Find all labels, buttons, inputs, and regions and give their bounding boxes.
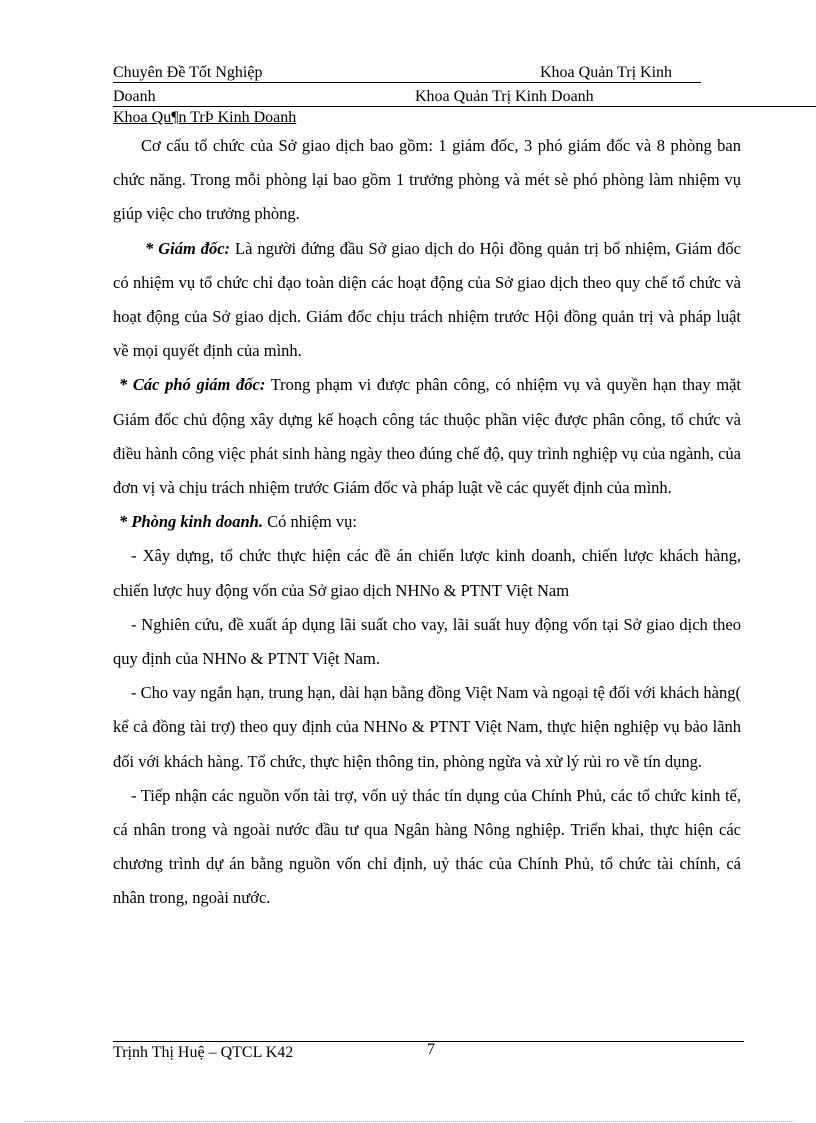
deputy-directors-heading: * Các phó giám đốc: — [119, 375, 266, 395]
header-rule-1 — [113, 82, 701, 83]
page-number: 7 — [427, 1041, 435, 1058]
business-dept-text: Có nhiệm vụ: — [262, 512, 357, 532]
list-item: - Nghiên cứu, đề xuất áp dụng lãi suất cho vay, lãi suất huy động vốn tại Sở giao dịch theo quy định của NHNo & PTNT Việt Nam. — [113, 614, 741, 669]
business-dept-heading: * Phòng kinh doanh. — [119, 512, 263, 532]
director-text: Là người đứng đầu Sở giao dịch do Hội đồng quản trị bổ nhiệm, Giám đốc có nhiệm vụ tổ chức chỉ đạo toàn diện các hoạt động của Sở giao dịch theo quy chế tổ chức và hoạt động của Sở giao dịch. Giám đốc chịu trách nhiệm trước Hội đồng quản trị và pháp luật về mọi quyết định của mình. — [113, 238, 741, 361]
paragraph-business-dept — [113, 505, 741, 539]
paragraph-deputy-directors — [113, 368, 741, 505]
list-item: - Cho vay ngắn hạn, trung hạn, dài hạn bằng đồng Việt Nam và ngoại tệ đối với khách hàng( kể cả đồng tài trợ) theo quy định của NHNo & PTNT Việt Nam, thực hiện nghiệp vụ bảo lãnh đối với khách hàng. Tổ chức, thực hiện thông tin, phòng ngừa và xử lý rủi ro về tín dụng. — [113, 683, 741, 771]
header-faculty-continuation: Doanh — [113, 88, 156, 105]
header-course-title: Chuyên Đề Tốt Nghiệp — [113, 64, 263, 81]
header-faculty-name: Khoa Quản Trị Kinh — [540, 64, 673, 81]
footer-author: Trịnh Thị Huệ – QTCL K42 — [113, 1044, 294, 1061]
page-bottom-divider — [24, 1121, 794, 1122]
list-item: - Xây dựng, tổ chức thực hiện các đề án chiến lược kinh doanh, chiến lược khách hàng, chiến lược huy động vốn của Sở giao dịch NHNo & PTNT Việt Nam — [113, 546, 741, 600]
list-item: - Tiếp nhận các nguồn vốn tài trợ, vốn uỷ thác tín dụng của Chính Phủ, các tổ chức kinh tế, cá nhân trong và ngoài nước đầu tư qua Ngân hàng Nông nghiệp. Triển khai, thực hiện các chương trình dự án bằng nguồn vốn chỉ định, uỷ thác của Chính Phủ, tổ chức tài chính, cá nhân trong, ngoài nước. — [113, 785, 741, 908]
document-body — [113, 129, 741, 916]
paragraph-structure: Cơ cấu tổ chức của Sở giao dịch bao gồm: 1 giám đốc, 3 phó giám đốc và 8 phòng ban chức năng. Trong mỗi phòng lại bao gồm 1 trưởng phòng và mét sè phó phòng làm nhiệm vụ giúp việc cho trưởng phòng. — [113, 136, 741, 224]
deputy-directors-text: Trong phạm vi được phân công, có nhiệm vụ và quyền hạn thay mặt Giám đốc chủ động xây dựng kế hoạch công tác thuộc phần việc được phân công, tổ chức và điều hành công việc phát sinh hàng ngày theo đúng chế độ, quy trình nghiệp vụ của ngành, của đơn vị và chịu trách nhiệm trước Giám đốc và pháp luật về các quyết định của mình. — [113, 375, 741, 498]
header-rule-2 — [113, 106, 816, 107]
paragraph-director — [113, 232, 741, 369]
director-heading: * Giám đốc: — [145, 238, 231, 258]
header-faculty-name-2: Khoa Quản Trị Kinh Doanh — [415, 88, 594, 105]
header-faculty-name-garbled: Khoa Qu¶n TrÞ Kinh Doanh — [113, 109, 297, 126]
